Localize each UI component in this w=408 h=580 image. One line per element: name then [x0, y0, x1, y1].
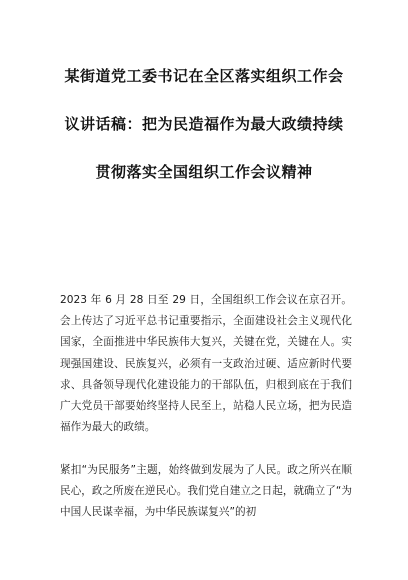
title-line-2: 议讲话稿：把为民造福作为最大政绩持续 — [64, 115, 344, 133]
body-paragraph-2: 紧扣“为民服务”主题，始终做到发展为了人民。政之所兴在顺民心，政之所废在逆民心。我们党自建立之日起，就确立了“为中国人民谋幸福，为中华民族谋复兴”的初 — [60, 464, 352, 519]
title-line-1: 某街道党工委书记在全区落实组织工作会 — [64, 67, 344, 85]
body-paragraph-1: 2023 年 6 月 28 日至 29 日，全国组织工作会议在京召开。会上传达了习近平总书记重要指示，全面建设社会主义现代化国家，全面推进中华民族伟大复兴，关键在党，关键在人。实现强国建设、民族复兴，必须有一支政治过硬、适应新时代要求、具备领导现代化建设能力的干部队伍，归根到底在于我们广大党员干部要始终坚持人民至上，站稳人民立场，把为民造福作为最大的政绩。 — [60, 294, 352, 434]
title-line-3: 贯彻落实全国组织工作会议精神 — [95, 163, 313, 181]
